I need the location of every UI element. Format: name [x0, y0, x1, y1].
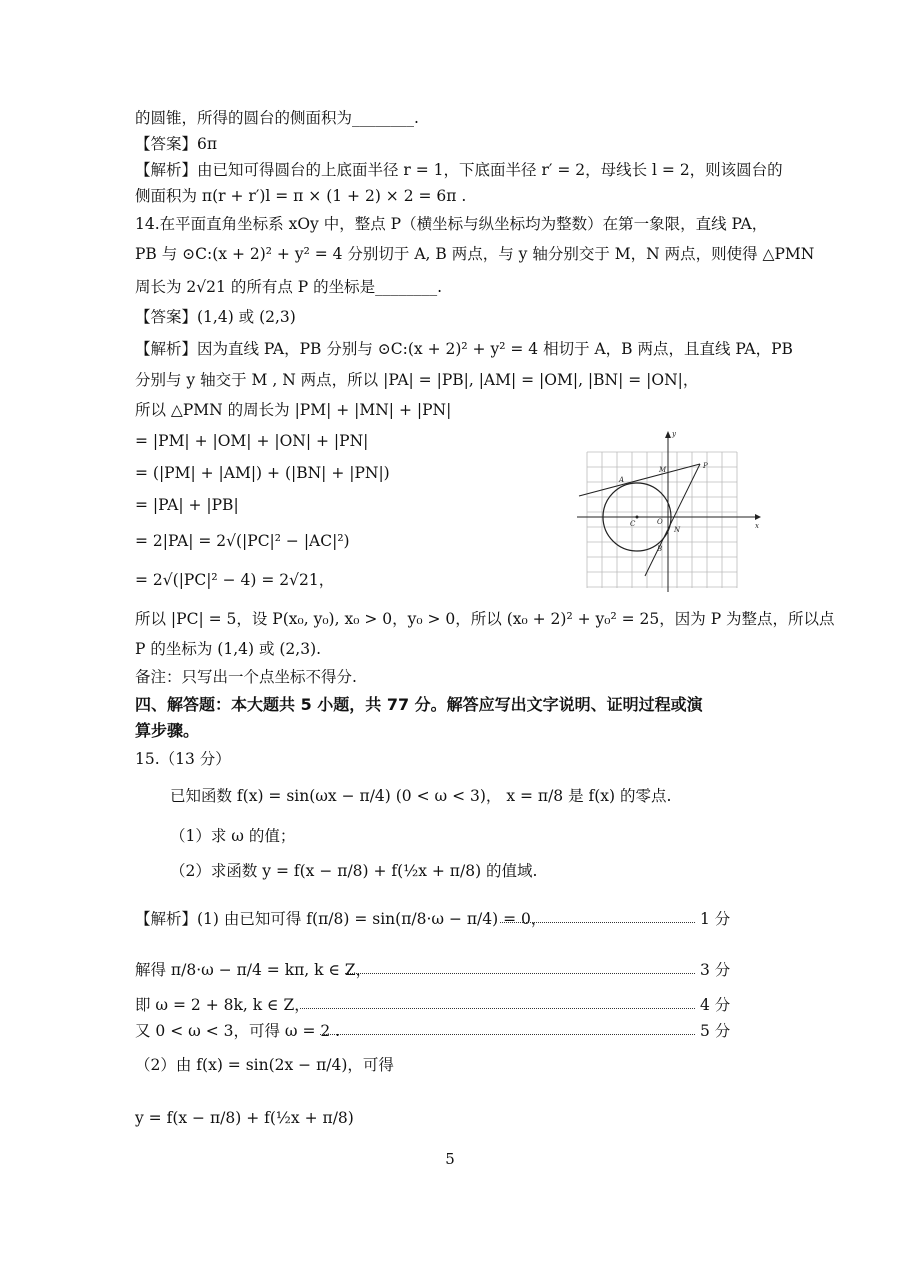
text-line: 即 ω = 2 + 8k, k ∈ Z，: [135, 996, 310, 1014]
text-line: y = f(x − π/8) + f(½x + π/8): [135, 1109, 354, 1127]
score-mark: 4 分: [700, 996, 731, 1014]
x-axis-arrow: [755, 514, 761, 520]
point-c: [636, 516, 639, 519]
text-line: = 2√(|PC|² − 4) = 2√21，: [135, 571, 335, 589]
text-line: = 2|PA| = 2√(|PC|² − |AC|²): [135, 532, 350, 550]
text-line: 【解析】因为直线 PA，PB 分别与 ⊙C:(x + 2)² + y² = 4 相切于 A，B 两点，且直线 PA，PB: [135, 340, 793, 358]
tangent-pa: [579, 464, 700, 496]
label-a: A: [619, 476, 625, 484]
page-number: 5: [445, 1150, 455, 1168]
label-o: O: [657, 518, 663, 526]
text-line: 所以 △PMN 的周长为 |PM| + |MN| + |PN|: [135, 401, 452, 419]
text-line: 所以 |PC| = 5，设 P(x₀, y₀), x₀ > 0，y₀ > 0，所以 (x₀ + 2)² + y₀² = 25，因为 P 为整点，所以点: [135, 610, 835, 628]
label-p: P: [703, 462, 708, 470]
note: 备注：只写出一个点坐标不得分.: [135, 668, 357, 686]
label-b: B: [657, 545, 663, 553]
dot-leader: [320, 1034, 695, 1035]
dot-leader: [500, 922, 695, 923]
text-line: 侧面积为 π(r + r′)l = π × (1 + 2) × 2 = 6π .: [135, 187, 467, 205]
score-mark: 5 分: [700, 1022, 731, 1040]
sub-question-1: （1）求 ω 的值；: [170, 827, 296, 845]
y-axis-arrow: [665, 431, 671, 438]
dot-leader: [345, 973, 695, 974]
text-line: 【解析】由已知可得圆台的上底面半径 r = 1，下底面半径 r′ = 2，母线长 l = 2，则该圆台的: [135, 161, 783, 179]
score-mark: 3 分: [700, 961, 731, 979]
label-x: x: [755, 522, 759, 530]
label-m: M: [659, 466, 667, 474]
text-line: 分别与 y 轴交于 M , N 两点，所以 |PA| = |PB|, |AM| = |OM|, |BN| = |ON|，: [135, 371, 699, 389]
label-c: C: [630, 520, 636, 528]
answer-14: 【答案】(1,4) 或 (2,3): [135, 308, 296, 326]
label-n: N: [674, 526, 681, 534]
text-line: （2）由 f(x) = sin(2x − π/4)，可得: [135, 1056, 394, 1074]
text-line: 又 0 < ω < 3，可得 ω = 2 .: [135, 1022, 341, 1040]
score-mark: 1 分: [700, 910, 731, 928]
text-line: PB 与 ⊙C:(x + 2)² + y² = 4 分别切于 A, B 两点，与 y 轴分别交于 M，N 两点，则使得 △PMN: [135, 245, 815, 263]
text-line: 解得 π/8·ω − π/4 = kπ, k ∈ Z，: [135, 961, 372, 979]
text-line: 已知函数 f(x) = sin(ωx − π/4) (0 < ω < 3)， x = π/8 是 f(x) 的零点.: [170, 787, 672, 805]
text-line: 周长为 2√21 的所有点 P 的坐标是________.: [135, 278, 443, 296]
text-line: = |PM| + |OM| + |ON| + |PN|: [135, 432, 369, 450]
section-heading: 四、解答题：本大题共 5 小题，共 77 分。解答应写出文字说明、证明过程或演: [135, 695, 703, 714]
text-line: 【解析】(1) 由已知可得 f(π/8) = sin(π/8·ω − π/4) = 0，: [135, 910, 547, 928]
answer-13: 【答案】6π: [135, 135, 218, 153]
question-14: 14.在平面直角坐标系 xOy 中，整点 P（横坐标与纵坐标均为整数）在第一象限，直线 PA，: [135, 215, 768, 233]
dot-leader: [300, 1008, 695, 1009]
text-line: P 的坐标为 (1,4) 或 (2,3).: [135, 640, 322, 658]
sub-question-2: （2）求函数 y = f(x − π/8) + f(½x + π/8) 的值域.: [170, 862, 538, 880]
question-15: 15.（13 分）: [135, 750, 231, 768]
text-line: = (|PM| + |AM|) + (|BN| + |PN|): [135, 464, 390, 482]
section-heading-cont: 算步骤。: [135, 721, 200, 740]
text-line: 的圆锥，所得的圆台的侧面积为________.: [135, 109, 419, 127]
geometry-figure: [575, 428, 765, 593]
text-line: = |PA| + |PB|: [135, 496, 239, 514]
label-y: y: [672, 430, 676, 438]
